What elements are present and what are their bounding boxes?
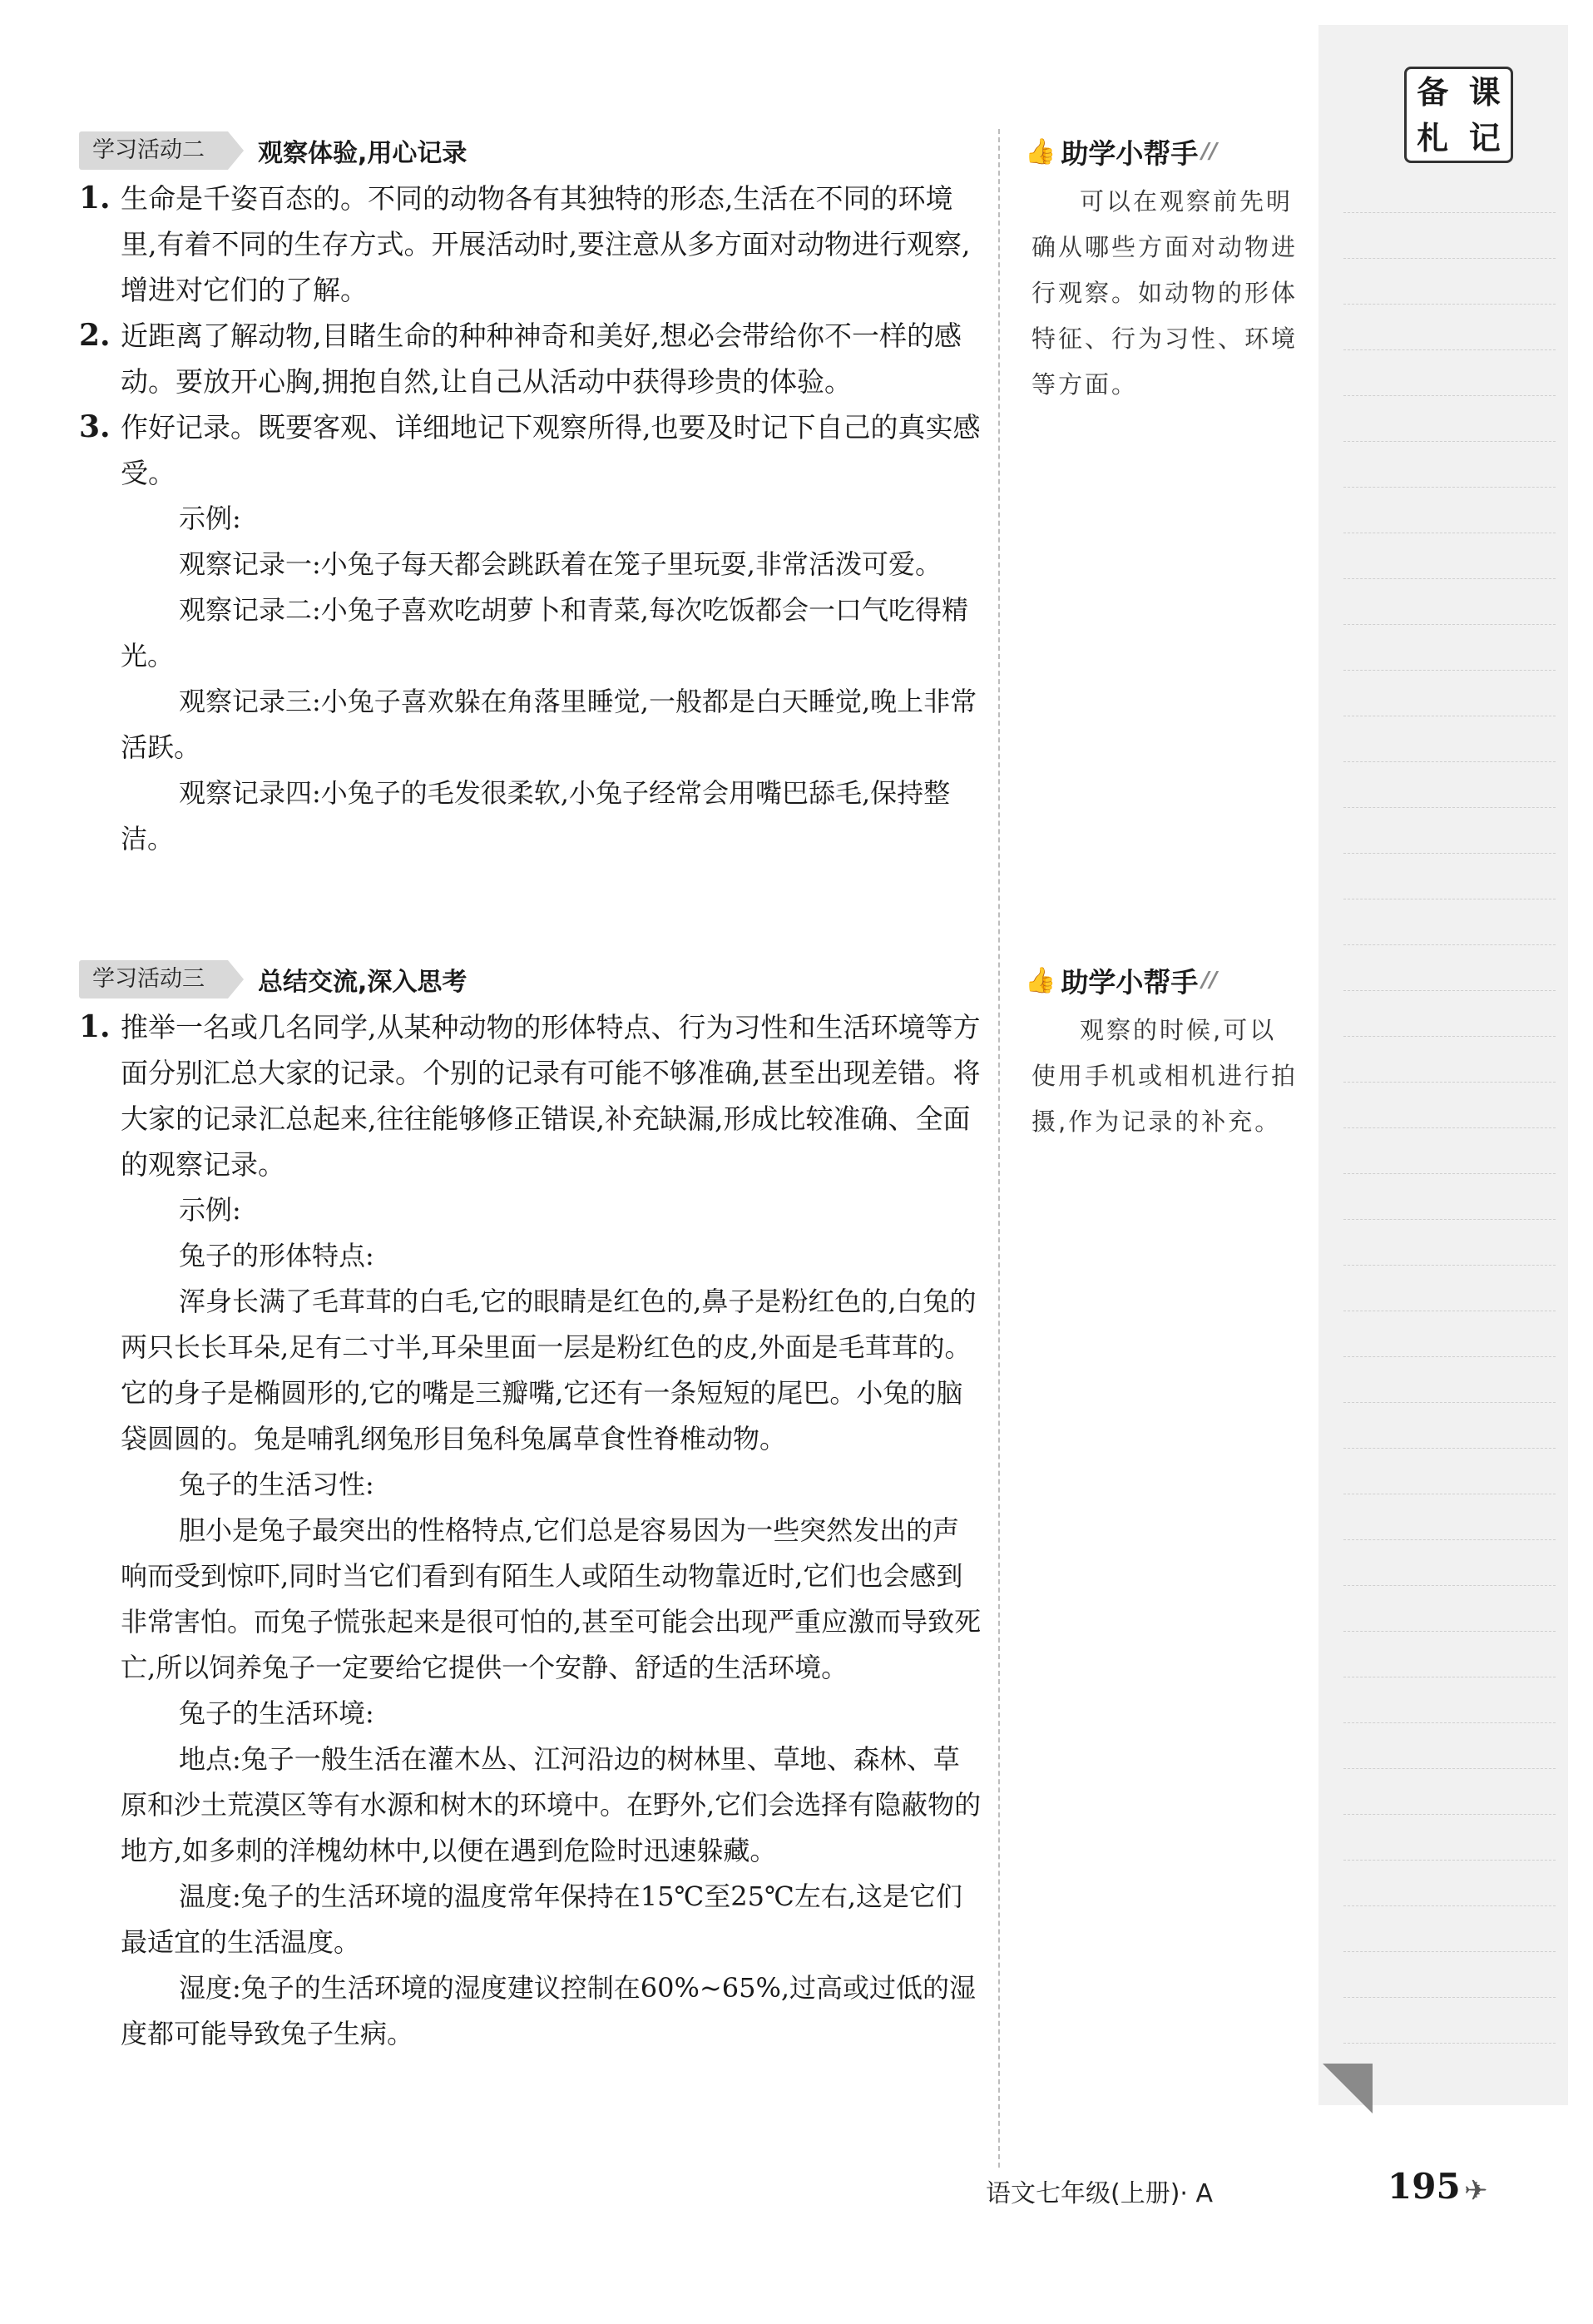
environment-temperature: 温度:兔子的生活环境的温度常年保持在15℃至25℃左右,这是它们最适宜的生活温度。	[121, 1881, 962, 1958]
section-title: 观察体验,用心记录	[258, 139, 468, 168]
note-line	[1343, 1722, 1556, 1723]
note-line	[1343, 990, 1556, 991]
activity-two-section	[79, 131, 982, 862]
notes-column	[1318, 25, 1568, 2105]
note-line	[1343, 1219, 1556, 1220]
note-line	[1343, 1402, 1556, 1403]
list-item	[79, 176, 982, 313]
item-text: 生命是千姿百态的。不同的动物各有其独特的形态,生活在不同的环境里,有着不同的生存方式。开展活动时,要注意从多方面对动物进行观察,增进对它们的了解。	[121, 182, 971, 306]
item-number: 3.	[79, 409, 111, 444]
note-line	[1343, 1997, 1556, 1998]
thumbs-up-icon: 👍	[1025, 136, 1056, 166]
item-number: 1.	[79, 1009, 111, 1044]
note-line	[1343, 1951, 1556, 1952]
note-line	[1343, 2043, 1556, 2044]
slash-deco-icon: //	[1201, 139, 1218, 164]
section-header	[79, 131, 982, 171]
environment-place: 地点:兔子一般生活在灌木丛、江河沿边的树林里、草地、森林、草原和沙土荒漠区等有水源和树木的环境中。在野外,它们会选择有隐蔽物的地方,如多刺的洋槐幼林中,以便在遇到危险时迅速躲藏。	[121, 1743, 982, 1866]
note-line	[1343, 1585, 1556, 1586]
page-corner-fold	[1323, 2064, 1373, 2113]
helper-title-text: 助学小帮手	[1061, 965, 1199, 998]
helper-title	[1025, 131, 1299, 172]
bird-deco-icon: ✈	[1464, 2174, 1488, 2208]
observation-record: 观察记录二:小兔子喜欢吃胡萝卜和青菜,每次吃饭都会一口气吃得精光。	[121, 594, 968, 671]
note-line	[1343, 1905, 1556, 1906]
observation-record: 观察记录三:小兔子喜欢躲在角落里睡觉,一般都是白天睡觉,晚上非常活跃。	[121, 686, 977, 763]
example-label: 示例:	[179, 503, 241, 534]
environment-humidity: 湿度:兔子的生活环境的湿度建议控制在60%~65%,过高或过低的湿度都可能导致兔子生病。	[121, 1972, 977, 2049]
note-line	[1343, 258, 1556, 259]
slash-deco-icon: //	[1201, 968, 1218, 993]
page-footer	[965, 2166, 1547, 2216]
subheading-environment: 兔子的生活环境:	[179, 1697, 374, 1729]
activity-three-section	[79, 959, 982, 2057]
list-item	[79, 313, 982, 404]
note-line	[1343, 1860, 1556, 1861]
list-item	[79, 1004, 982, 1187]
item-text: 推举一名或几名同学,从某种动物的形体特点、行为习性和生活环境等方面分别汇总大家的记录。个别的记录有可能不够准确,甚至出现差错。将大家的记录汇总起来,往往能够修正错误,补充缺漏,形成比较准确、全面的观察记录。	[121, 1011, 981, 1181]
study-helper-box	[1025, 959, 1299, 1145]
activity-tag: 学习活动二	[79, 131, 228, 170]
helper-title	[1025, 959, 1299, 1001]
note-line	[1343, 1631, 1556, 1632]
stamp-char: 课	[1468, 72, 1501, 111]
note-line	[1343, 1036, 1556, 1037]
observation-record: 观察记录四:小兔子的毛发很柔软,小兔子经常会用嘴巴舔毛,保持整洁。	[121, 777, 951, 855]
note-line	[1343, 304, 1556, 305]
helper-text: 观察的时候,可以使用手机或相机进行拍摄,作为记录的补充。	[1031, 1016, 1299, 1136]
item-text: 近距离了解动物,目睹生命的种种神奇和美好,想必会带给你不一样的感动。要放开心胸,拥抱自然,让自己从活动中获得珍贵的体验。	[121, 320, 962, 398]
page-number: 195	[1388, 2166, 1461, 2207]
note-line	[1343, 761, 1556, 762]
form-description: 浑身长满了毛茸茸的白毛,它的眼睛是红色的,鼻子是粉红色的,白兔的两只长长耳朵,足有二寸半,耳朵里面一层是粉红色的皮,外面是毛茸茸的。它的身子是椭圆形的,它的嘴是三瓣嘴,它还有一条短短的尾巴。小兔的脑袋圆圆的。兔是哺乳纲兔形目兔科兔属草食性脊椎动物。	[121, 1286, 977, 1454]
note-line	[1343, 1173, 1556, 1174]
note-line	[1343, 349, 1556, 350]
habit-description: 胆小是兔子最突出的性格特点,它们总是容易因为一些突然发出的声响而受到惊吓,同时当它们看到有陌生人或陌生动物靠近时,它们也会感到非常害怕。而兔子慌张起来是很可怕的,甚至可能会出现严重应激而导致死亡,所以饲养兔子一定要给它提供一个安静、舒适的生活环境。	[121, 1514, 982, 1683]
subheading-habit: 兔子的生活习性:	[179, 1469, 374, 1500]
note-line	[1343, 395, 1556, 396]
item-number: 2.	[79, 318, 111, 353]
item-text: 作好记录。既要客观、详细地记下观察所得,也要及时记下自己的真实感受。	[121, 411, 981, 489]
note-line	[1343, 670, 1556, 671]
note-line	[1343, 212, 1556, 213]
note-line	[1343, 1768, 1556, 1769]
stamp-char: 记	[1468, 118, 1501, 156]
column-separator	[998, 129, 1000, 2168]
helper-text: 可以在观察前先明确从哪些方面对动物进行观察。如动物的形体特征、行为习性、环境等方面。	[1031, 187, 1299, 399]
stamp-char: 备	[1417, 72, 1449, 111]
note-line	[1343, 1356, 1556, 1357]
section-title: 总结交流,深入思考	[258, 968, 468, 997]
note-line	[1343, 1082, 1556, 1083]
study-helper-box	[1025, 131, 1299, 408]
helper-title-text: 助学小帮手	[1061, 136, 1199, 170]
note-line	[1343, 853, 1556, 854]
section-header	[79, 959, 982, 999]
note-line	[1343, 624, 1556, 625]
example-label: 示例:	[179, 1194, 241, 1226]
lesson-notes-stamp	[1404, 67, 1513, 163]
subheading-form: 兔子的形体特点:	[179, 1240, 374, 1271]
observation-record: 观察记录一:小兔子每天都会跳跃着在笼子里玩耍,非常活泼可爱。	[179, 548, 942, 580]
note-line	[1343, 1127, 1556, 1128]
note-line	[1343, 1539, 1556, 1540]
note-line	[1343, 807, 1556, 808]
note-line	[1343, 487, 1556, 488]
activity-tag: 学习活动三	[79, 960, 228, 998]
book-title: 语文七年级(上册)· A	[986, 2179, 1214, 2208]
stamp-char: 札	[1417, 118, 1449, 156]
note-line	[1343, 1814, 1556, 1815]
note-line	[1343, 1448, 1556, 1449]
note-line	[1343, 578, 1556, 579]
note-line	[1343, 441, 1556, 442]
note-line	[1343, 1265, 1556, 1266]
note-line	[1343, 944, 1556, 945]
item-number: 1.	[79, 181, 111, 216]
thumbs-up-icon: 👍	[1025, 965, 1056, 995]
list-item	[79, 404, 982, 496]
